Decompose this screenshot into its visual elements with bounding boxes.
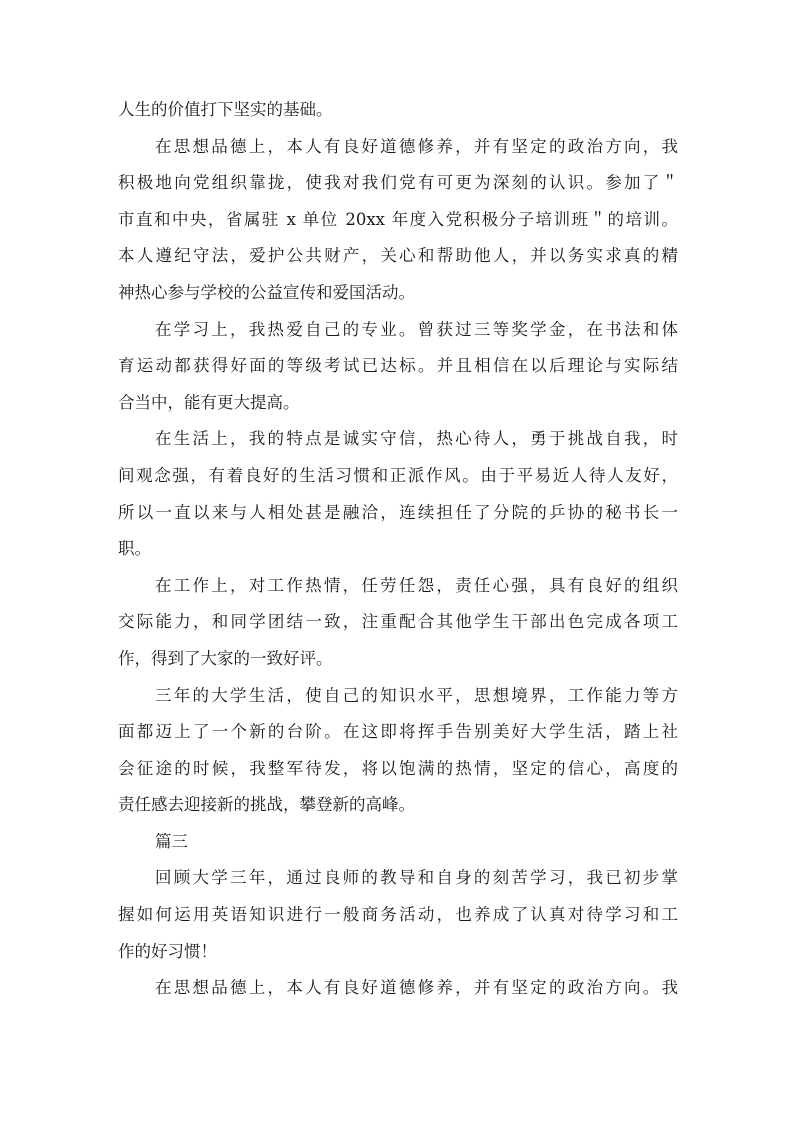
text-line: 握如何运用英语知识进行一般商务活动，也养成了认真对待学习和工: [118, 905, 678, 925]
text-line: 职。: [118, 539, 151, 559]
text-line: 回顾大学三年，通过良师的教导和自身的刻苦学习，我已初步掌: [155, 868, 678, 888]
text-line: 育运动都获得好面的等级考试已达标。并且相信在以后理论与实际结: [118, 356, 678, 376]
text-line: 在生活上，我的特点是诚实守信，热心待人，勇于挑战自我，时: [155, 429, 678, 449]
text-line: 作，得到了大家的一致好评。: [118, 648, 333, 668]
text-line: 市直和中央，省属驻 x 单位 20xx 年度入党积极分子培训班＂的培训。: [118, 209, 678, 229]
text-line: 作的好习惯！: [118, 941, 217, 961]
text-line: 在思想品德上，本人有良好道德修养，并有坚定的政治方向，我: [155, 136, 678, 156]
text-line: 所以一直以来与人相处甚是融洽，连续担任了分院的乒协的秘书长一: [118, 502, 678, 522]
text-line: 人生的价值打下坚实的基础。: [118, 100, 333, 119]
text-line: 本人遵纪守法，爱护公共财产，关心和帮助他人，并以务实求真的精: [118, 246, 678, 266]
text-line: 会征途的时候，我整军待发，将以饱满的热情，坚定的信心，高度的: [118, 758, 678, 778]
text-line: 在学习上，我热爱自己的专业。曾获过三等奖学金，在书法和体: [155, 319, 678, 339]
text-line: 面都迈上了一个新的台阶。在这即将挥手告别美好大学生活，踏上社: [118, 722, 678, 742]
text-line: 间观念强，有着良好的生活习惯和正派作风。由于平易近人待人友好，: [118, 465, 678, 485]
text-line: 交际能力，和同学团结一致，注重配合其他学生干部出色完成各项工: [118, 612, 678, 632]
text-line: 积极地向党组织靠拢，使我对我们党有可更为深刻的认识。参加了＂: [118, 173, 678, 193]
text-line: 篇三: [155, 831, 188, 851]
text-line: 神热心参与学校的公益宣传和爱国活动。: [118, 282, 415, 302]
text-line: 责任感去迎接新的挑战，攀登新的高峰。: [118, 795, 415, 815]
text-line: 在思想品德上，本人有良好道德修养，并有坚定的政治方向。我: [155, 978, 678, 998]
text-line: 三年的大学生活，使自己的知识水平，思想境界，工作能力等方: [155, 685, 678, 705]
text-line: 在工作上，对工作热情，任劳任怨，责任心强，具有良好的组织: [155, 575, 678, 595]
text-line: 合当中，能有更大提高。: [118, 392, 300, 412]
document-body: [118, 92, 678, 1007]
